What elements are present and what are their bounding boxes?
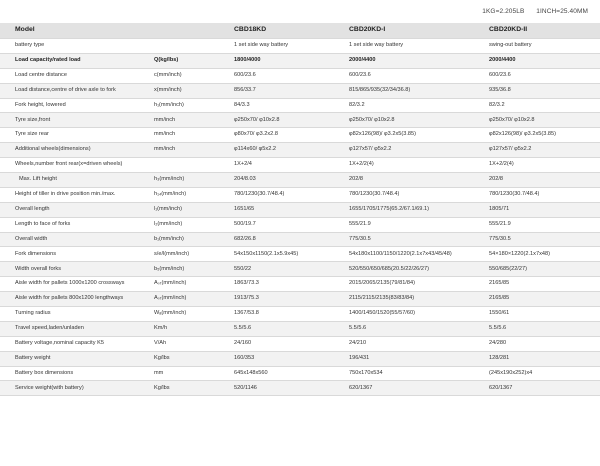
value-cbd20kd-i: 555/21.9 — [345, 217, 485, 232]
value-cbd20kd-i: 815/865/935(32/34/36.8) — [345, 83, 485, 98]
value-cbd20kd-ii: 600/23.6 — [485, 68, 600, 83]
value-cbd18kd: 1800/4000 — [230, 53, 345, 68]
table-row — [0, 53, 600, 68]
row-label: Width overall forks — [0, 262, 148, 277]
table-row — [0, 277, 600, 292]
value-cbd20kd-i: 2115/2115/2135(83/83/84) — [345, 292, 485, 307]
value-cbd20kd-i: 1 set side way battery — [345, 39, 485, 54]
row-unit: mm/inch — [148, 113, 230, 128]
row-unit: l₁(mm/inch) — [148, 202, 230, 217]
header-row — [0, 23, 600, 39]
value-cbd18kd: 1 set side way battery — [230, 39, 345, 54]
value-cbd20kd-ii: 82/3.2 — [485, 98, 600, 113]
value-cbd20kd-i: 1X+2/2(4) — [345, 158, 485, 173]
value-cbd20kd-i: 780/1230(30.7/48.4) — [345, 187, 485, 202]
row-unit: s/e/l(mm/inch) — [148, 247, 230, 262]
value-cbd20kd-i: 54x180x1100/1150/1220(2.1x7x43/45/48) — [345, 247, 485, 262]
header-cbd18kd: CBD18KD — [230, 23, 345, 39]
value-cbd18kd: 1863/73.3 — [230, 277, 345, 292]
length-conversion: 1INCH=25.40MM — [536, 8, 588, 15]
value-cbd18kd: 682/26.8 — [230, 232, 345, 247]
row-unit: h₁₄(mm/inch) — [148, 187, 230, 202]
value-cbd18kd: 54x150x1150(2.1x5.9x45) — [230, 247, 345, 262]
table-row — [0, 336, 600, 351]
value-cbd20kd-ii: 555/21.9 — [485, 217, 600, 232]
table-row — [0, 98, 600, 113]
value-cbd20kd-ii: 2000/4400 — [485, 53, 600, 68]
table-row — [0, 68, 600, 83]
value-cbd20kd-i: 5.5/5.6 — [345, 321, 485, 336]
value-cbd20kd-i: 2015/2065/2135(79/81/84) — [345, 277, 485, 292]
row-label: Travel speed,laden/unladen — [0, 321, 148, 336]
table-row — [0, 381, 600, 396]
row-label: Aisle width for pallets 800x1200 lengthways — [0, 292, 148, 307]
value-cbd20kd-i: 600/23.6 — [345, 68, 485, 83]
row-label: Max. Lift height — [0, 173, 148, 188]
value-cbd18kd: φ114x60/ φ5x2.2 — [230, 143, 345, 158]
value-cbd20kd-ii: 1X+2/2(4) — [485, 158, 600, 173]
value-cbd20kd-ii: 1550/61 — [485, 307, 600, 322]
table-row — [0, 39, 600, 54]
value-cbd18kd: 1367/53.8 — [230, 307, 345, 322]
value-cbd20kd-ii: φ250x70/ φ10x2.8 — [485, 113, 600, 128]
value-cbd20kd-ii: 550/685(22/27) — [485, 262, 600, 277]
header-cbd20kd-ii: CBD20KD-II — [485, 23, 600, 39]
row-unit: h₃(mm/inch) — [148, 173, 230, 188]
row-unit: h₁(mm/inch) — [148, 98, 230, 113]
value-cbd20kd-i: φ250x70/ φ10x2.8 — [345, 113, 485, 128]
row-unit: b₁(mm/inch) — [148, 232, 230, 247]
value-cbd18kd: 1X+2/4 — [230, 158, 345, 173]
table-row — [0, 173, 600, 188]
row-unit: x(mm/inch) — [148, 83, 230, 98]
value-cbd18kd: 204/8.03 — [230, 173, 345, 188]
value-cbd18kd: 500/19.7 — [230, 217, 345, 232]
row-unit: mm/inch — [148, 143, 230, 158]
value-cbd20kd-ii: 5.5/5.6 — [485, 321, 600, 336]
value-cbd20kd-ii: 1805/71 — [485, 202, 600, 217]
row-label: Length to face of forks — [0, 217, 148, 232]
table-row — [0, 128, 600, 143]
row-label: battery type — [0, 39, 148, 54]
table-header — [0, 23, 600, 39]
table-row — [0, 158, 600, 173]
value-cbd20kd-ii: 780/1230(30.7/48.4) — [485, 187, 600, 202]
value-cbd18kd: 780/1230(30.7/48.4) — [230, 187, 345, 202]
value-cbd18kd: 84/3.3 — [230, 98, 345, 113]
value-cbd20kd-ii: φ82x126(98)/ φ3.2x5(3.85) — [485, 128, 600, 143]
table-row — [0, 262, 600, 277]
table-row — [0, 113, 600, 128]
value-cbd20kd-ii: 24/280 — [485, 336, 600, 351]
value-cbd20kd-i: 196/431 — [345, 351, 485, 366]
row-unit: b₅(mm/inch) — [148, 262, 230, 277]
row-unit — [148, 158, 230, 173]
value-cbd20kd-ii: 935/36.8 — [485, 83, 600, 98]
value-cbd20kd-ii: 2165/85 — [485, 292, 600, 307]
table-row — [0, 187, 600, 202]
value-cbd20kd-i: 2000/4400 — [345, 53, 485, 68]
value-cbd18kd: 160/353 — [230, 351, 345, 366]
row-label: Wheels,number front rear(x=driven wheels) — [0, 158, 148, 173]
header-unit — [148, 23, 230, 39]
table-row — [0, 366, 600, 381]
value-cbd20kd-ii: 620/1367 — [485, 381, 600, 396]
header-cbd20kd-i: CBD20KD-I — [345, 23, 485, 39]
row-label: Additional wheels(dimensions) — [0, 143, 148, 158]
row-unit: Kg/lbs — [148, 351, 230, 366]
row-label: Height of tiller in drive position min./max. — [0, 187, 148, 202]
value-cbd20kd-i: 775/30.5 — [345, 232, 485, 247]
table-row — [0, 143, 600, 158]
row-label: Overall length — [0, 202, 148, 217]
value-cbd20kd-i: 1655/1705/1775(65.2/67.1/69.1) — [345, 202, 485, 217]
value-cbd20kd-ii: swing-out battery — [485, 39, 600, 54]
row-unit: Aₛₜ(mm/inch) — [148, 292, 230, 307]
row-label: Tyre size,front — [0, 113, 148, 128]
row-label: Aisle width for pallets 1000x1200 crossways — [0, 277, 148, 292]
value-cbd18kd: 600/23.6 — [230, 68, 345, 83]
specification-table — [0, 23, 600, 396]
row-unit: V/Ah — [148, 336, 230, 351]
row-label: Battery voltage,nominal capacity K5 — [0, 336, 148, 351]
table-row — [0, 202, 600, 217]
row-label: Load centre distance — [0, 68, 148, 83]
value-cbd20kd-ii: 202/8 — [485, 173, 600, 188]
table-body — [0, 39, 600, 396]
value-cbd20kd-i: 1400/1450/1520(55/57/60) — [345, 307, 485, 322]
value-cbd20kd-i: 750x170x534 — [345, 366, 485, 381]
table-row — [0, 321, 600, 336]
row-unit: c(mm/inch) — [148, 68, 230, 83]
table-row — [0, 247, 600, 262]
table-row — [0, 307, 600, 322]
value-cbd20kd-i: 24/210 — [345, 336, 485, 351]
row-label: Fork height, lowered — [0, 98, 148, 113]
weight-conversion: 1KG=2.205LB — [482, 8, 525, 15]
row-label: Load distance,centre of drive axle to fork — [0, 83, 148, 98]
row-unit: mm/inch — [148, 128, 230, 143]
row-unit: Kg/lbs — [148, 381, 230, 396]
value-cbd18kd: 550/22 — [230, 262, 345, 277]
row-label: Turning radius — [0, 307, 148, 322]
row-unit: l₂(mm/inch) — [148, 217, 230, 232]
header-model: Model — [0, 23, 148, 39]
value-cbd18kd: 5.5/5.6 — [230, 321, 345, 336]
table-row — [0, 232, 600, 247]
row-label: Battery box dimensions — [0, 366, 148, 381]
table-row — [0, 83, 600, 98]
row-label: Service weight(with battery) — [0, 381, 148, 396]
value-cbd20kd-ii: 54×180×1220(2.1x7x48) — [485, 247, 600, 262]
value-cbd20kd-ii: 128/281 — [485, 351, 600, 366]
table-row — [0, 217, 600, 232]
value-cbd18kd: 24/160 — [230, 336, 345, 351]
row-label: Fork dimensions — [0, 247, 148, 262]
value-cbd20kd-ii: 2165/85 — [485, 277, 600, 292]
value-cbd20kd-i: φ127x57/ φ5x2.2 — [345, 143, 485, 158]
table-row — [0, 292, 600, 307]
unit-conversion-note — [472, 8, 588, 15]
row-unit: Aₛₜ(mm/inch) — [148, 277, 230, 292]
value-cbd20kd-ii: φ127x57/ φ5x2.2 — [485, 143, 600, 158]
row-unit — [148, 39, 230, 54]
value-cbd20kd-i: φ82x126(98)/ φ3.2x5(3.85) — [345, 128, 485, 143]
value-cbd20kd-i: 620/1367 — [345, 381, 485, 396]
value-cbd18kd: 645x148x560 — [230, 366, 345, 381]
value-cbd20kd-ii: 775/30.5 — [485, 232, 600, 247]
value-cbd18kd: φ250x70/ φ10x2.8 — [230, 113, 345, 128]
value-cbd20kd-i: 520/550/650/685(20.5/22/26/27) — [345, 262, 485, 277]
value-cbd20kd-i: 202/8 — [345, 173, 485, 188]
row-unit: Wₐ(mm/inch) — [148, 307, 230, 322]
value-cbd20kd-i: 82/3.2 — [345, 98, 485, 113]
row-label: Battery weight — [0, 351, 148, 366]
row-label: Tyre size rear — [0, 128, 148, 143]
row-unit: mm — [148, 366, 230, 381]
row-unit: Km/h — [148, 321, 230, 336]
value-cbd18kd: 1651/65 — [230, 202, 345, 217]
table-row — [0, 351, 600, 366]
row-label: Overall width — [0, 232, 148, 247]
value-cbd18kd: φ80x70/ φ3.2x2.8 — [230, 128, 345, 143]
value-cbd18kd: 1913/75.3 — [230, 292, 345, 307]
value-cbd20kd-ii: (245x190x252)x4 — [485, 366, 600, 381]
value-cbd18kd: 520/1146 — [230, 381, 345, 396]
row-label: Load capacity/rated load — [0, 53, 148, 68]
value-cbd18kd: 856/33.7 — [230, 83, 345, 98]
row-unit: Q(kg/lbs) — [148, 53, 230, 68]
